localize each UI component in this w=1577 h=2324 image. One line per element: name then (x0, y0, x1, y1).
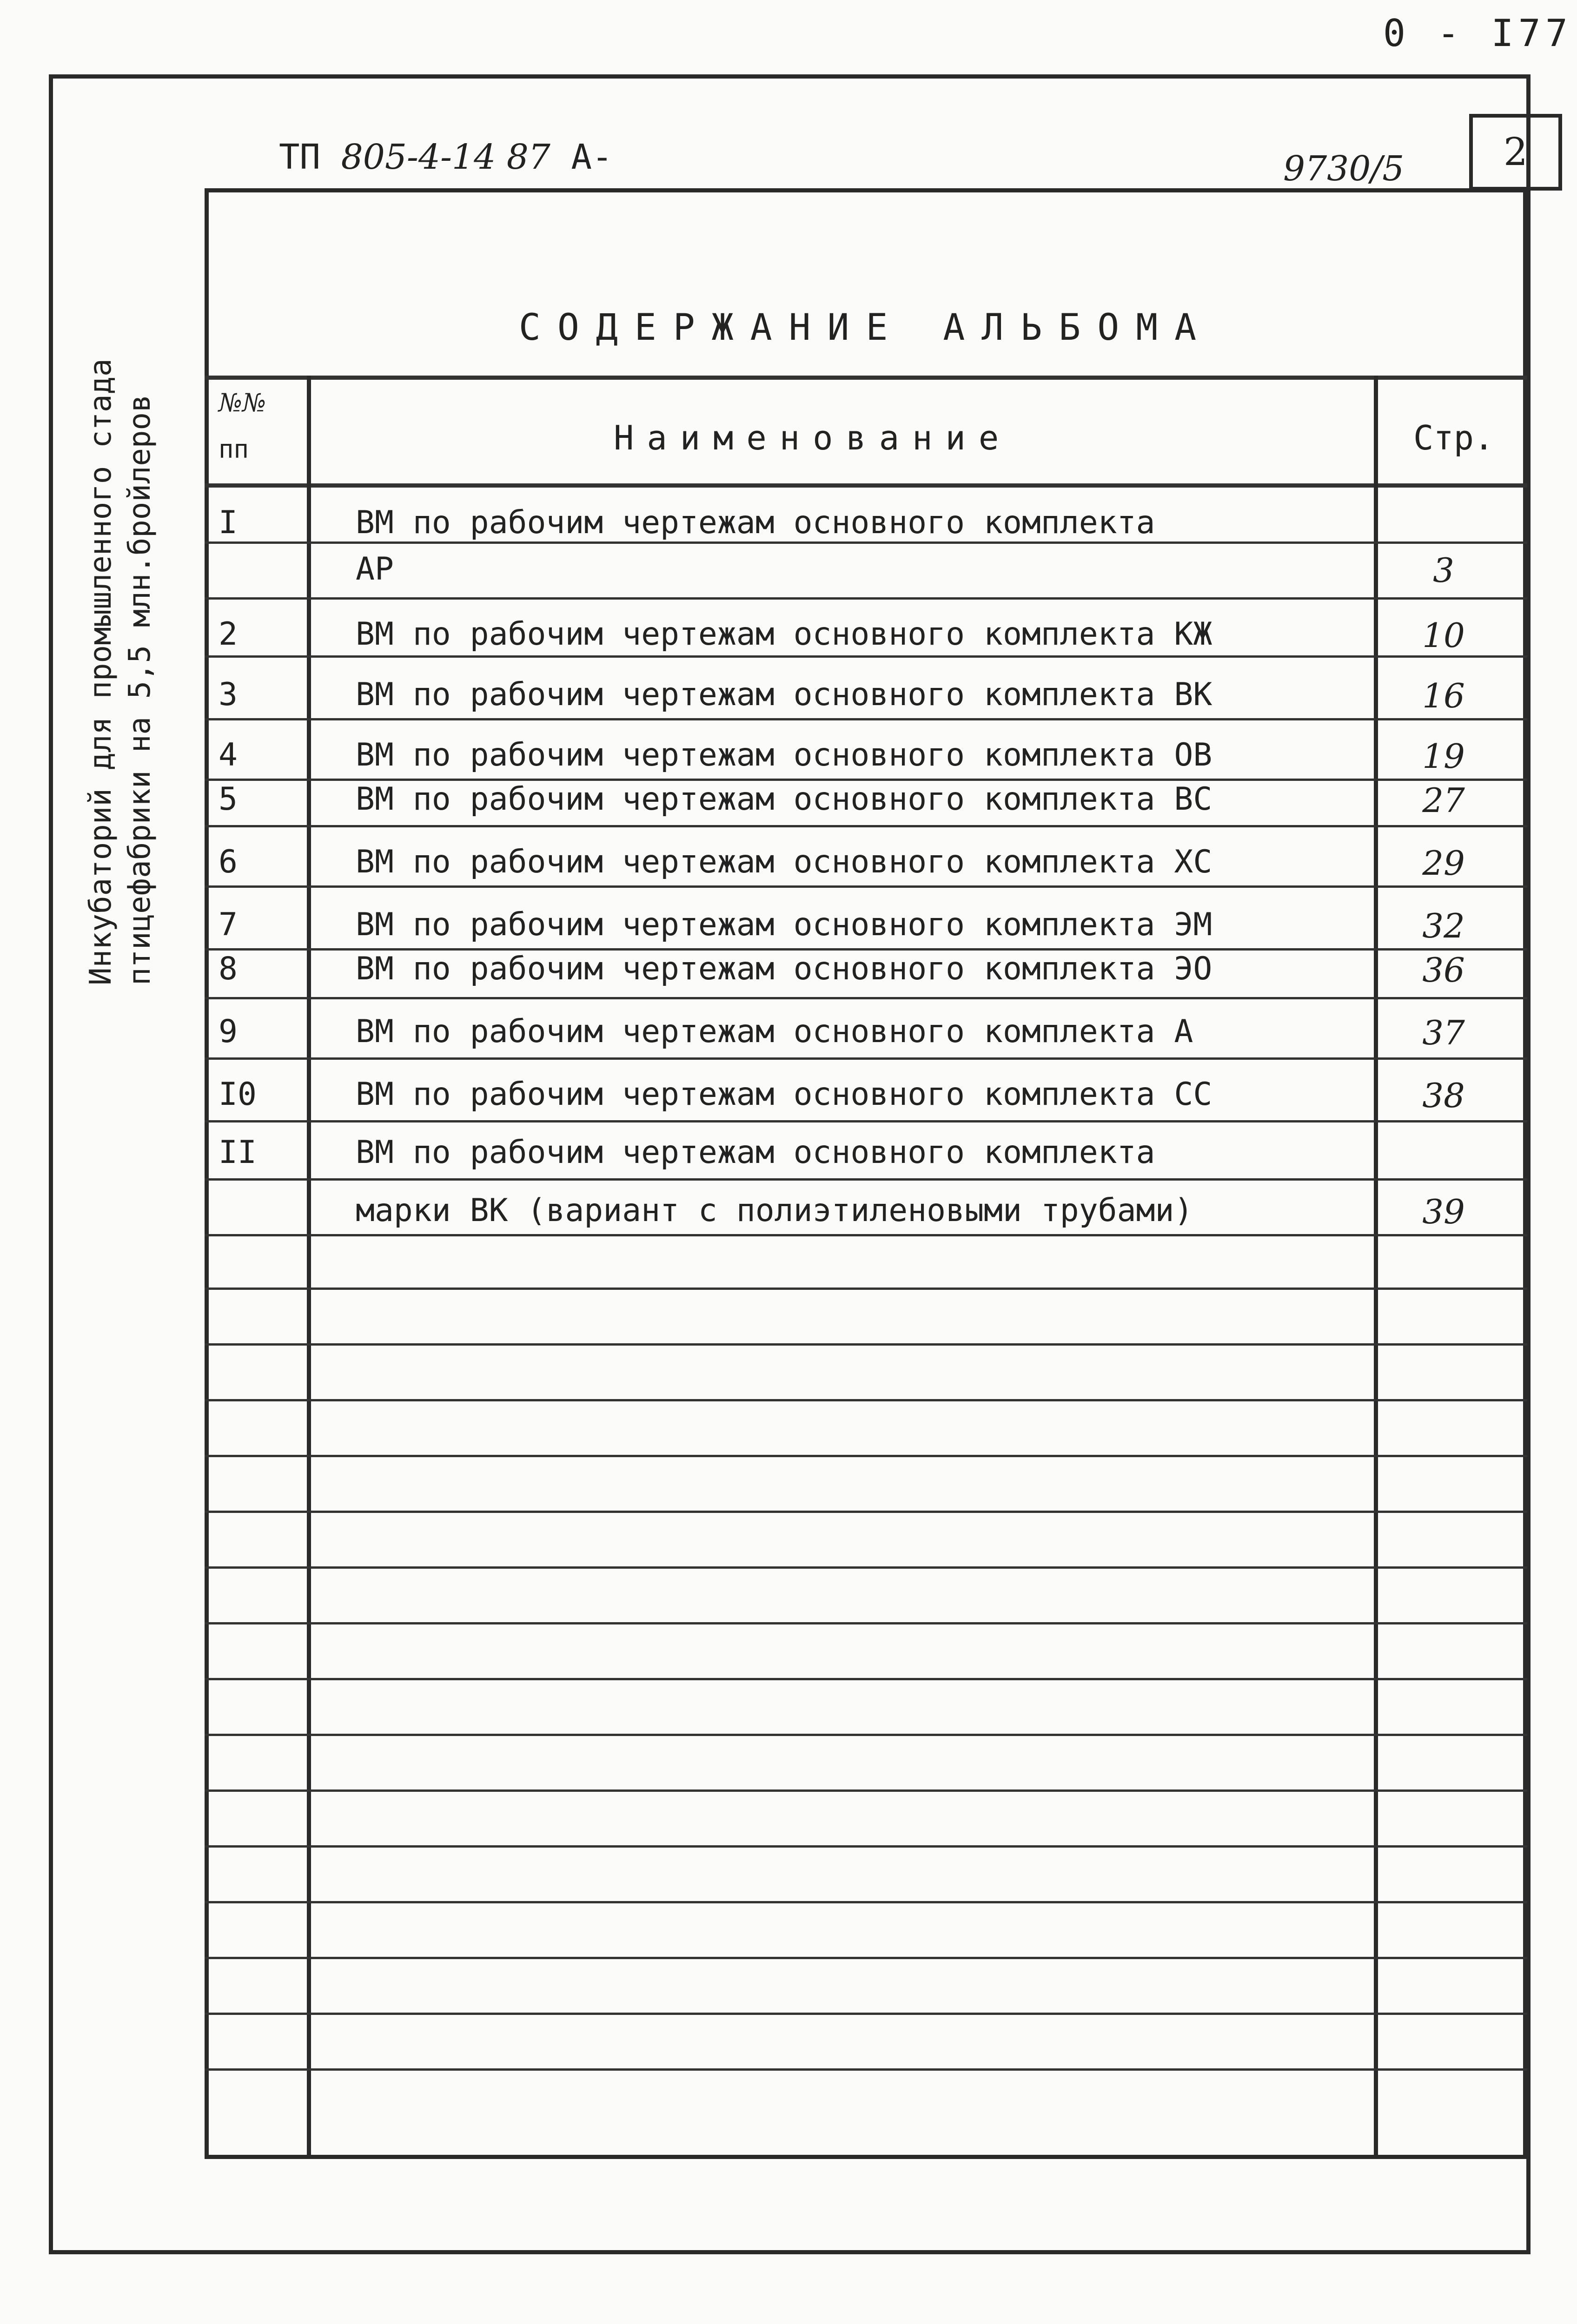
row-rule (205, 1789, 1527, 1792)
row-page: 37 (1422, 1013, 1465, 1052)
code-prefix: ТП (279, 137, 321, 177)
row-rule (205, 2013, 1527, 2015)
row-page: 10 (1422, 616, 1465, 655)
row-rule (205, 1566, 1527, 1569)
side-title-line1: Инкубаторий для промышленного стада (84, 358, 118, 985)
registration-number: 9730/5 (1283, 149, 1405, 189)
row-rule (205, 885, 1527, 888)
row-rule (205, 1957, 1527, 1959)
row-name: ВМ по рабочим чертежам основного комплекта ВК (356, 676, 1213, 713)
row-rule (205, 825, 1527, 827)
side-title-line2: птицефабрики на 5,5 млн.бройлеров (123, 394, 157, 985)
col-header-num-line1: №№ (219, 388, 266, 417)
code-suffix: А- (571, 137, 613, 177)
row-rule (205, 997, 1527, 999)
num-column-divider (307, 376, 311, 2159)
row-rule (205, 1234, 1527, 1236)
row-rule (205, 1120, 1527, 1122)
row-rule (205, 1178, 1527, 1181)
row-page: 29 (1422, 844, 1465, 883)
row-rule (205, 1678, 1527, 1680)
row-rule (205, 1287, 1527, 1290)
row-rule (205, 1343, 1527, 1346)
row-number: 4 (219, 737, 238, 773)
row-name: ВМ по рабочим чертежам основного комплекта А (356, 1013, 1193, 1050)
album-title: СОДЕРЖАНИЕ АЛЬБОМА (518, 307, 1213, 349)
header-top-line (205, 376, 1527, 380)
row-number: I0 (219, 1076, 257, 1113)
row-name: ВМ по рабочим чертежам основного комплекта КЖ (356, 616, 1213, 653)
row-rule (205, 655, 1527, 658)
row-page: 27 (1422, 781, 1465, 820)
row-rule (205, 1734, 1527, 1736)
row-name-continued: АР (356, 551, 394, 588)
row-rule (205, 2068, 1527, 2071)
row-number: 2 (219, 616, 238, 653)
col-header-num-line2: пп (219, 435, 249, 464)
row-name: ВМ по рабочим чертежам основного комплекта ЭМ (356, 906, 1213, 943)
row-number: 6 (219, 844, 238, 880)
row-number: 5 (219, 781, 238, 818)
row-rule (205, 1455, 1527, 1457)
row-number: 8 (219, 951, 238, 987)
row-page: 36 (1422, 951, 1465, 990)
row-rule (205, 1622, 1527, 1624)
row-name: ВМ по рабочим чертежам основного комплекта ЭО (356, 951, 1213, 987)
row-rule (205, 1845, 1527, 1848)
row-page: 38 (1422, 1076, 1465, 1115)
row-rule (205, 1057, 1527, 1060)
page-column-divider (1374, 376, 1378, 2159)
archive-number: 0 - I77 (1383, 12, 1572, 55)
row-page: 19 (1422, 737, 1465, 776)
row-rule (205, 718, 1527, 720)
row-rule (205, 1511, 1527, 1513)
row-number: 7 (219, 906, 238, 943)
row-name: ВМ по рабочим чертежам основного комплекта СС (356, 1076, 1213, 1113)
sheet-number: 2 (1503, 130, 1528, 174)
row-number: II (219, 1134, 257, 1171)
row-rule (205, 1399, 1527, 1401)
row-number: 9 (219, 1013, 238, 1050)
header-bottom-line (205, 483, 1527, 488)
sheet-number-box (1469, 114, 1562, 191)
row-number: I (219, 504, 238, 541)
col-header-page: Стр. (1413, 418, 1494, 457)
side-title (81, 56, 159, 985)
row-name: ВМ по рабочим чертежам основного комплекта ВС (356, 781, 1213, 818)
row-page: 16 (1422, 676, 1465, 715)
code-number: 805-4-14 87 (341, 137, 550, 177)
row-page: 32 (1422, 906, 1465, 945)
row-page: 39 (1422, 1192, 1465, 1231)
row-rule (205, 597, 1527, 600)
row-rule (205, 1901, 1527, 1903)
row-name-continued: марки ВК (вариант с полиэтиленовыми трубами) (356, 1192, 1193, 1229)
col-header-name: Наименование (614, 418, 1012, 457)
row-number: 3 (219, 676, 238, 713)
row-name: ВМ по рабочим чертежам основного комплекта (356, 504, 1155, 541)
document-code (279, 137, 613, 177)
row-name: ВМ по рабочим чертежам основного комплекта ОВ (356, 737, 1213, 773)
row-name: ВМ по рабочим чертежам основного комплекта (356, 1134, 1155, 1171)
row-page: 3 (1433, 551, 1454, 590)
row-name: ВМ по рабочим чертежам основного комплекта ХС (356, 844, 1213, 880)
row-rule (205, 541, 1527, 544)
